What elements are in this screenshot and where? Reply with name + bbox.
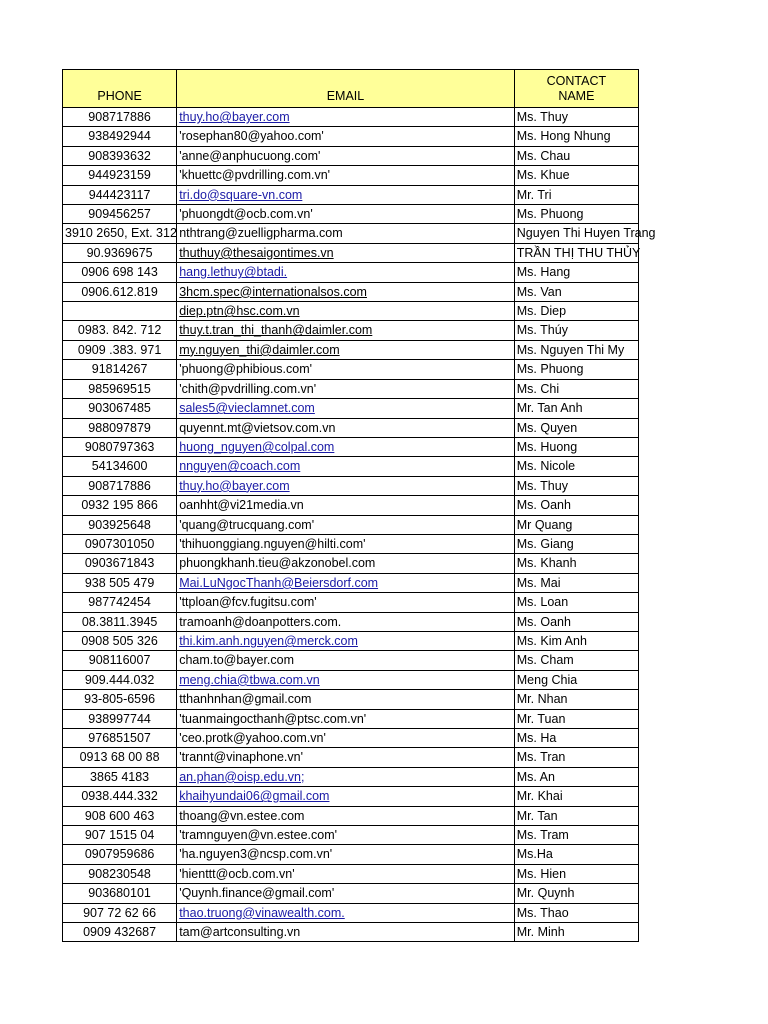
phone-cell: 0909 .383. 971 (63, 340, 177, 359)
email-cell (177, 806, 515, 825)
email-cell (177, 593, 515, 612)
email-text: 'khuettc@pvdrilling.com.vn' (179, 168, 331, 183)
email-text: 'Quynh.finance@gmail.com' (179, 886, 335, 901)
phone-cell: 938492944 (63, 127, 177, 146)
contact-name-cell: Ms. Cham (514, 651, 638, 670)
table-row (63, 631, 639, 650)
contact-name-cell: Ms. Chau (514, 146, 638, 165)
email-cell (177, 903, 515, 922)
email-cell (177, 612, 515, 631)
email-link[interactable]: Mai.LuNgocThanh@Beiersdorf.com (179, 575, 379, 590)
email-cell (177, 127, 515, 146)
phone-cell: 944923159 (63, 166, 177, 185)
header-row (63, 70, 639, 108)
contact-name-cell: Ms. Loan (514, 593, 638, 612)
email-cell (177, 767, 515, 786)
email-cell (177, 729, 515, 748)
email-text: thuy.t.tran_thi_thanh@daimler.com (179, 323, 373, 338)
email-text: 'ha.nguyen3@ncsp.com.vn' (179, 847, 333, 862)
phone-cell: 908393632 (63, 146, 177, 165)
email-text: 'thihuonggiang.nguyen@hilti.com' (179, 536, 366, 551)
contact-name-cell: Mr. Quynh (514, 884, 638, 903)
email-header (177, 70, 515, 108)
email-cell (177, 340, 515, 359)
phone-cell: 988097879 (63, 418, 177, 437)
table-row (63, 437, 639, 456)
contact-name-cell: Ms. Diep (514, 302, 638, 321)
email-text: diep.ptn@hsc.com.vn (179, 304, 300, 319)
email-cell (177, 864, 515, 883)
table-row (63, 496, 639, 515)
contact-name-cell: Ms. Hang (514, 263, 638, 282)
email-cell (177, 496, 515, 515)
email-cell (177, 166, 515, 185)
phone-cell: 0906 698 143 (63, 263, 177, 282)
contact-name-cell: Ms. Thúy (514, 321, 638, 340)
contact-name-cell: Ms. Khanh (514, 554, 638, 573)
phone-cell: 3910 2650, Ext. 312 (63, 224, 177, 243)
table-row (63, 321, 639, 340)
table-row (63, 360, 639, 379)
email-cell (177, 826, 515, 845)
email-cell (177, 515, 515, 534)
email-cell (177, 185, 515, 204)
table-row (63, 903, 639, 922)
email-text: 'quang@trucquang.com' (179, 517, 315, 532)
email-cell (177, 437, 515, 456)
table-row (63, 690, 639, 709)
table-row (63, 146, 639, 165)
phone-cell: 908 600 463 (63, 806, 177, 825)
email-cell (177, 321, 515, 340)
email-cell (177, 146, 515, 165)
table-row (63, 457, 639, 476)
contact-name-cell: Ms. Giang (514, 534, 638, 553)
table-row (63, 379, 639, 398)
contact-name-cell: Ms. An (514, 767, 638, 786)
contact-name-cell: Ms. Kim Anh (514, 631, 638, 650)
email-link[interactable]: nnguyen@coach.com (179, 459, 301, 474)
contact-name-cell: Mr. Khai (514, 787, 638, 806)
email-cell (177, 534, 515, 553)
table-row (63, 573, 639, 592)
email-cell (177, 631, 515, 650)
phone-cell: 938 505 479 (63, 573, 177, 592)
table-row (63, 418, 639, 437)
table-row (63, 767, 639, 786)
phone-cell: 908230548 (63, 864, 177, 883)
table-row (63, 108, 639, 127)
contact-name-cell: Ms. Phuong (514, 360, 638, 379)
email-link[interactable]: thuy.ho@bayer.com (179, 478, 290, 493)
table-row (63, 884, 639, 903)
email-cell (177, 709, 515, 728)
contact-name-cell: Ms. Quyen (514, 418, 638, 437)
table-row (63, 243, 639, 262)
email-text: 'chith@pvdrilling.com.vn' (179, 381, 317, 396)
phone-cell: 909.444.032 (63, 670, 177, 689)
email-text: tthanhnhan@gmail.com (179, 692, 312, 707)
email-cell (177, 690, 515, 709)
phone-cell (63, 302, 177, 321)
email-cell (177, 282, 515, 301)
table-row (63, 263, 639, 282)
contact-name-cell: Mr. Tuan (514, 709, 638, 728)
email-link[interactable]: an.phan@oisp.edu.vn; (179, 769, 305, 784)
phone-cell: 903067485 (63, 399, 177, 418)
contact-header-line2: NAME (558, 88, 595, 103)
email-text: tramoanh@doanpotters.com. (179, 614, 342, 629)
email-cell (177, 399, 515, 418)
email-link[interactable]: thuy.ho@bayer.com (179, 110, 290, 124)
table-row (63, 476, 639, 495)
contact-name-cell: Meng Chia (514, 670, 638, 689)
email-text: quyennt.mt@vietsov.com.vn (179, 420, 336, 435)
email-cell (177, 748, 515, 767)
email-cell (177, 302, 515, 321)
contact-name-cell: Ms. Van (514, 282, 638, 301)
phone-cell: 908717886 (63, 108, 177, 127)
email-text: cham.to@bayer.com (179, 653, 295, 668)
email-cell (177, 573, 515, 592)
email-link[interactable]: khaihyundai06@gmail.com (179, 789, 330, 804)
phone-cell: 0907301050 (63, 534, 177, 553)
email-text: 'trannt@vinaphone.vn' (179, 750, 303, 765)
contact-name-cell: Ms. Nguyen Thi My (514, 340, 638, 359)
email-cell (177, 554, 515, 573)
email-link[interactable]: sales5@vieclamnet.com (179, 401, 315, 416)
table-row (63, 340, 639, 359)
email-header-label: EMAIL (326, 88, 365, 103)
contact-name-cell: TRẦN THỊ THU THỦY (514, 243, 638, 262)
phone-header (63, 70, 177, 108)
email-link[interactable]: thao.truong@vinawealth.com. (179, 905, 345, 920)
contact-name-cell: Ms. Khue (514, 166, 638, 185)
email-text: 3hcm.spec@internationalsos.com (179, 284, 367, 299)
contact-name-cell: Ms. Nicole (514, 457, 638, 476)
phone-header-label: PHONE (97, 88, 142, 103)
contact-header-line1: CONTACT (546, 73, 607, 88)
email-cell (177, 205, 515, 224)
phone-cell: 907 1515 04 (63, 826, 177, 845)
contact-name-cell: Ms. Chi (514, 379, 638, 398)
phone-cell: 976851507 (63, 729, 177, 748)
phone-cell: 0907959686 (63, 845, 177, 864)
table-row (63, 612, 639, 631)
email-text: 'phuongdt@ocb.com.vn' (179, 207, 313, 222)
email-cell (177, 845, 515, 864)
table-row (63, 593, 639, 612)
email-link[interactable]: meng.chia@tbwa.com.vn (179, 672, 320, 687)
contact-name-cell: Ms. Thuy (514, 476, 638, 495)
table-row (63, 729, 639, 748)
phone-cell: 944423117 (63, 185, 177, 204)
email-cell (177, 787, 515, 806)
table-row (63, 399, 639, 418)
contact-name-cell: Ms. Thao (514, 903, 638, 922)
phone-cell: 987742454 (63, 593, 177, 612)
phone-cell: 0908 505 326 (63, 631, 177, 650)
email-cell (177, 379, 515, 398)
contact-name-cell: Mr. Tan (514, 806, 638, 825)
email-cell (177, 884, 515, 903)
email-text: 'ceo.protk@yahoo.com.vn' (179, 731, 326, 745)
contact-name-cell: Ms. Hien (514, 864, 638, 883)
email-cell (177, 670, 515, 689)
contact-name-cell: Ms. Mai (514, 573, 638, 592)
email-cell (177, 457, 515, 476)
phone-cell: 0903671843 (63, 554, 177, 573)
contact-name-cell: Ms. Huong (514, 437, 638, 456)
contact-name-cell: Ms. Oanh (514, 496, 638, 515)
email-link[interactable]: tri.do@square-vn.com (179, 187, 303, 202)
email-cell (177, 360, 515, 379)
table-row (63, 864, 639, 883)
table-row (63, 845, 639, 864)
email-cell (177, 108, 515, 127)
email-text: 'tuanmaingocthanh@ptsc.com.vn' (179, 711, 367, 726)
phone-cell: 08.3811.3945 (63, 612, 177, 631)
email-text: 'phuong@phibious.com' (179, 362, 313, 377)
email-text: 'ttploan@fcv.fugitsu.com' (179, 595, 317, 610)
phone-cell: 91814267 (63, 360, 177, 379)
email-cell (177, 476, 515, 495)
email-cell (177, 224, 515, 243)
contact-name-cell: Ms. Phuong (514, 205, 638, 224)
table-row (63, 670, 639, 689)
contact-name-cell: Ms. Ha (514, 729, 638, 748)
contact-name-cell: Mr. Tri (514, 185, 638, 204)
table-row (63, 166, 639, 185)
email-text: tam@artconsulting.vn (179, 925, 301, 940)
contact-name-cell: Mr. Minh (514, 923, 638, 942)
table-row (63, 709, 639, 728)
contact-name-cell: Mr. Nhan (514, 690, 638, 709)
table-row (63, 282, 639, 301)
email-cell (177, 243, 515, 262)
phone-cell: 0932 195 866 (63, 496, 177, 515)
phone-cell: 0906.612.819 (63, 282, 177, 301)
table-row (63, 185, 639, 204)
table-row (63, 224, 639, 243)
phone-cell: 93-805-6596 (63, 690, 177, 709)
phone-cell: 0983. 842. 712 (63, 321, 177, 340)
email-text: oanhht@vi21media.vn (179, 498, 304, 513)
table-row (63, 806, 639, 825)
email-text: nthtrang@zuelligpharma.com (179, 226, 343, 241)
phone-cell: 903925648 (63, 515, 177, 534)
table-row (63, 787, 639, 806)
phone-cell: 54134600 (63, 457, 177, 476)
table-row (63, 651, 639, 670)
contact-name-header (514, 70, 638, 108)
phone-cell: 0913 68 00 88 (63, 748, 177, 767)
table-row (63, 302, 639, 321)
phone-cell: 903680101 (63, 884, 177, 903)
table-row (63, 923, 639, 942)
email-text: 'hienttt@ocb.com.vn' (179, 866, 295, 881)
table-row (63, 554, 639, 573)
contact-name-cell: Ms. Oanh (514, 612, 638, 631)
email-link[interactable]: thi.kim.anh.nguyen@merck.com (179, 633, 358, 648)
email-cell (177, 923, 515, 942)
phone-cell: 907 72 62 66 (63, 903, 177, 922)
contact-name-cell: Ms. Hong Nhung (514, 127, 638, 146)
table-row (63, 748, 639, 767)
table-row (63, 127, 639, 146)
email-cell (177, 263, 515, 282)
email-text: phuongkhanh.tieu@akzonobel.com (179, 556, 376, 571)
phone-cell: 909456257 (63, 205, 177, 224)
phone-cell: 938997744 (63, 709, 177, 728)
table-row (63, 205, 639, 224)
phone-cell: 908717886 (63, 476, 177, 495)
phone-cell: 3865 4183 (63, 767, 177, 786)
contact-name-cell: Ms.Ha (514, 845, 638, 864)
phone-cell: 908116007 (63, 651, 177, 670)
table-row (63, 534, 639, 553)
table-row (63, 515, 639, 534)
phone-cell: 9080797363 (63, 437, 177, 456)
email-text: 'anne@anphucuong.com' (179, 148, 321, 163)
phone-cell: 0909 432687 (63, 923, 177, 942)
phone-cell: 90.9369675 (63, 243, 177, 262)
contact-name-cell: Ms. Thuy (514, 108, 638, 127)
table-row (63, 826, 639, 845)
contact-name-cell: Nguyen Thi Huyen Trang (514, 224, 638, 243)
email-link[interactable]: hang.lethuy@btadi. (179, 265, 288, 280)
email-cell (177, 418, 515, 437)
email-text: my.nguyen_thi@daimler.com (179, 342, 340, 357)
contact-table (62, 69, 656, 942)
email-link[interactable]: huong_nguyen@colpal.com (179, 439, 335, 454)
contact-name-cell: Mr Quang (514, 515, 638, 534)
email-text: thoang@vn.estee.com (179, 808, 305, 823)
email-cell (177, 651, 515, 670)
contact-name-cell: Ms. Tran (514, 748, 638, 767)
phone-cell: 0938.444.332 (63, 787, 177, 806)
email-text: thuthuy@thesaigontimes.vn (179, 245, 334, 260)
contact-name-cell: Mr. Tan Anh (514, 399, 638, 418)
phone-cell: 985969515 (63, 379, 177, 398)
contact-name-cell: Ms. Tram (514, 826, 638, 845)
email-text: 'tramnguyen@vn.estee.com' (179, 828, 337, 843)
email-text: 'rosephan80@yahoo.com' (179, 129, 324, 144)
